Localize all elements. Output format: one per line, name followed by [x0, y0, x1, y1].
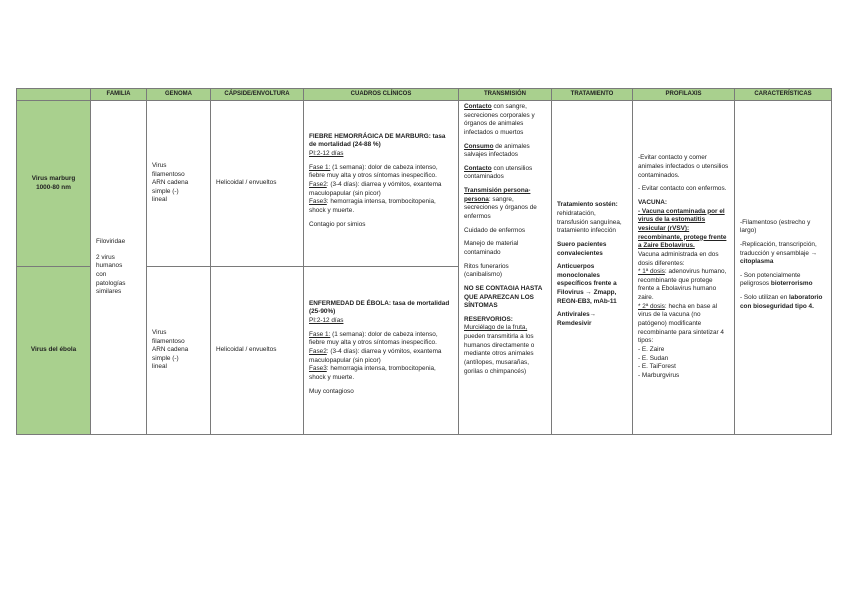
header-genoma: GENOMA	[147, 89, 211, 101]
profilaxis-cell	[633, 101, 735, 435]
marburg-size: 1000-80 nm	[36, 183, 71, 191]
genoma-ebola	[147, 267, 211, 435]
familia-line: humanos	[96, 262, 123, 270]
fase3-text: : hemorragia intensa, trombocitopenia, shock y muerte.	[309, 198, 436, 214]
header-profilaxis: PROFILAXIS	[633, 89, 735, 101]
clinico-pi: PI:2-12 días	[309, 317, 344, 325]
marburg-name: Virus marburg	[31, 174, 76, 182]
administrada-text: Vacuna administrada en dos dosis diferentes:	[638, 250, 719, 267]
no-contagia-text: NO SE CONTAGIA HASTA QUE APAREZCAN LOS SÍNTOMAS	[464, 284, 543, 310]
header-familia: FAMILIA	[91, 89, 147, 101]
laboratorio-text: laboratorio con bioseguridad tipo 4.	[740, 294, 823, 310]
clinico-pi: PI:2-12 días	[309, 150, 344, 158]
header-capside: CÁPSIDE/ENVOLTURA	[211, 89, 304, 101]
clinico-contagio: Muy contagioso	[309, 387, 354, 395]
replicacion-text: -Replicación, transcripción, traducción y ensamblaje →	[740, 240, 818, 257]
persona-text: : sangre, secreciones y órganos de enfermos	[464, 195, 537, 221]
fase3-label: Fase3	[309, 365, 327, 373]
fase1-text: (1 semana): dolor de cabeza intenso, fiebre muy alta y otros síntomas inespecífico.	[309, 330, 438, 347]
header-transmision: TRANSMISIÓN	[459, 89, 552, 101]
capside-marburg: Helicoidal / envueltos	[211, 101, 304, 267]
caracteristicas-cell	[735, 101, 832, 435]
virus-name-marburg	[17, 101, 91, 267]
anticuerpos-text: Anticuerpos monoclonales específicos frente a Filovirus → Zmapp, REGN-EB3, mAb-11	[557, 263, 617, 305]
contacto1-label: Contacto	[464, 103, 492, 110]
fase2-label: Fase2	[309, 181, 327, 188]
header-cuadros-clinicos: CUADROS CLÍNICOS	[304, 89, 459, 101]
murcielago-text: Murciélago de la fruta,	[464, 324, 528, 332]
header-caracteristicas: CARACTERÍSTICAS	[735, 89, 832, 101]
cuidado-text: Cuidado de enfermos	[464, 226, 526, 234]
fase3-label: Fase3	[309, 198, 327, 206]
vacuna-text: - Vacuna contaminada por el virus de la estomatitis vesicular (rVSV): recombinante, protege frente a Zaire Ebolavirus.	[638, 207, 727, 250]
tratamiento-cell	[552, 101, 633, 435]
ebola-name: Virus del ébola	[30, 346, 77, 354]
genoma-line: filamentoso	[152, 337, 185, 345]
clinico-title: FIEBRE HEMORRÁGICA DE MARBURG: tasa de mortalidad (24-88 %)	[309, 132, 446, 149]
tipo-item: - E. TaiForest	[638, 363, 676, 371]
familia-line: con	[96, 271, 107, 278]
fase1-label: Fase 1:	[309, 330, 331, 338]
header-tratamiento: TRATAMIENTO	[552, 89, 633, 101]
header-blank	[17, 89, 91, 101]
capside-ebola: Helicoidal / envueltos	[211, 267, 304, 435]
tipo-item: - E. Sudan	[638, 354, 669, 362]
familia-line: patologías	[96, 279, 126, 287]
dosis2-label: * 2ª dosis	[638, 302, 665, 310]
header-row	[17, 89, 832, 101]
ritos-text: Ritos funerarios (canibalismo)	[464, 262, 509, 279]
genoma-line: Virus	[152, 328, 167, 336]
contacto2-label: Contacto	[464, 164, 492, 172]
vacuna-label: VACUNA:	[638, 199, 667, 207]
solo-text: - Solo utilizan en	[740, 294, 788, 302]
dosis1-label: * 1ª dosis	[638, 268, 665, 276]
evitar2-text: - Evitar contacto con enfermos.	[638, 185, 727, 193]
genoma-line: Virus	[152, 161, 167, 169]
genoma-marburg	[147, 101, 211, 267]
consumo-label: Consumo	[464, 142, 494, 150]
fase1-label: Fase 1:	[309, 163, 331, 171]
filamentoso-text: -Filamentoso (estrecho y largo)	[740, 218, 811, 235]
row-marburg	[17, 101, 832, 267]
clinico-title: ENFERMEDAD DE ÉBOLA: tasa de mortalidad (25-90%)	[309, 299, 450, 316]
manejo-text: Manejo de material contaminado	[464, 240, 519, 256]
reservorios-label: RESERVORIOS:	[464, 315, 513, 323]
antivirales-text: Antivirales→ Remdesivir	[557, 311, 597, 328]
citoplasma-text: citoplasma	[740, 258, 774, 266]
fase2-text: : (3-4 días): diarrea y vómitos, exantema maculopapular (sin picor)	[309, 348, 442, 364]
transmision-cell	[459, 101, 552, 435]
sosten-label: Tratamiento sostén:	[557, 201, 618, 209]
genoma-line: lineal	[152, 196, 167, 204]
consumo-text: de animales salvajes infectados	[464, 142, 530, 159]
contacto1-text: con sangre, secreciones corporales y órganos de animales infectados o muertos	[464, 103, 535, 136]
filovirus-table	[16, 88, 832, 435]
familia-line: Filoviridae	[96, 238, 126, 246]
genoma-line: simple (-)	[152, 187, 179, 195]
genoma-line: simple (-)	[152, 354, 179, 362]
genoma-line: ARN cadena	[152, 346, 189, 354]
familia-line: 2 virus	[96, 253, 115, 261]
virus-name-ebola	[17, 267, 91, 435]
tipo-item: - E. Zaire	[638, 345, 665, 353]
clinico-marburg	[304, 101, 459, 267]
bioterrorismo-text: bioterrorismo	[770, 280, 813, 288]
clinico-contagio: Contagio por simios	[309, 220, 366, 228]
fase2-label: Fase2	[309, 348, 327, 355]
tipo-item: - Marburgvirus	[638, 371, 680, 379]
contacto2-text: con utensilios contaminados	[464, 164, 533, 181]
sosten-text: rehidratación, transfusión sanguínea, tratamiento infección	[557, 209, 622, 235]
dosis2-text: : hecha en base al virus de la vacuna (no patógeno) modificante recombinante para sintetizar 4 tipos:	[638, 302, 724, 345]
fase2-text: : (3-4 días): diarrea y vómitos, exantema maculopapular (sin picor)	[309, 181, 442, 197]
suero-text: Suero pacientes convalecientes	[557, 240, 607, 257]
fase3-text: : hemorragia intensa, trombocitopenia, shock y muerte.	[309, 365, 436, 381]
clinico-ebola	[304, 267, 459, 435]
familia-cell	[91, 101, 147, 435]
dosis1-text: : adenovirus humano, recombinante que protege frente a Ebolavirus humano zaire.	[638, 268, 727, 302]
reservorios-text: pueden transmitirla a los humanos directamente o mediante otros animales (antílopes, musarañas, gorilas o chimpancés)	[464, 333, 535, 375]
fase1-text: (1 semana): dolor de cabeza intenso, fiebre muy alta y otros síntomas inespecífico.	[309, 163, 438, 180]
genoma-line: filamentoso	[152, 170, 185, 178]
genoma-line: ARN cadena	[152, 179, 189, 187]
genoma-line: lineal	[152, 363, 167, 371]
evitar1-text: -Evitar contacto y comer animales infectados o utensilios contaminados.	[638, 154, 729, 179]
familia-line: similares	[96, 288, 122, 296]
persona-label: Transmisión persona-persona	[464, 187, 531, 203]
peligrosos-text: - Son potencialmente peligrosos	[740, 271, 801, 288]
